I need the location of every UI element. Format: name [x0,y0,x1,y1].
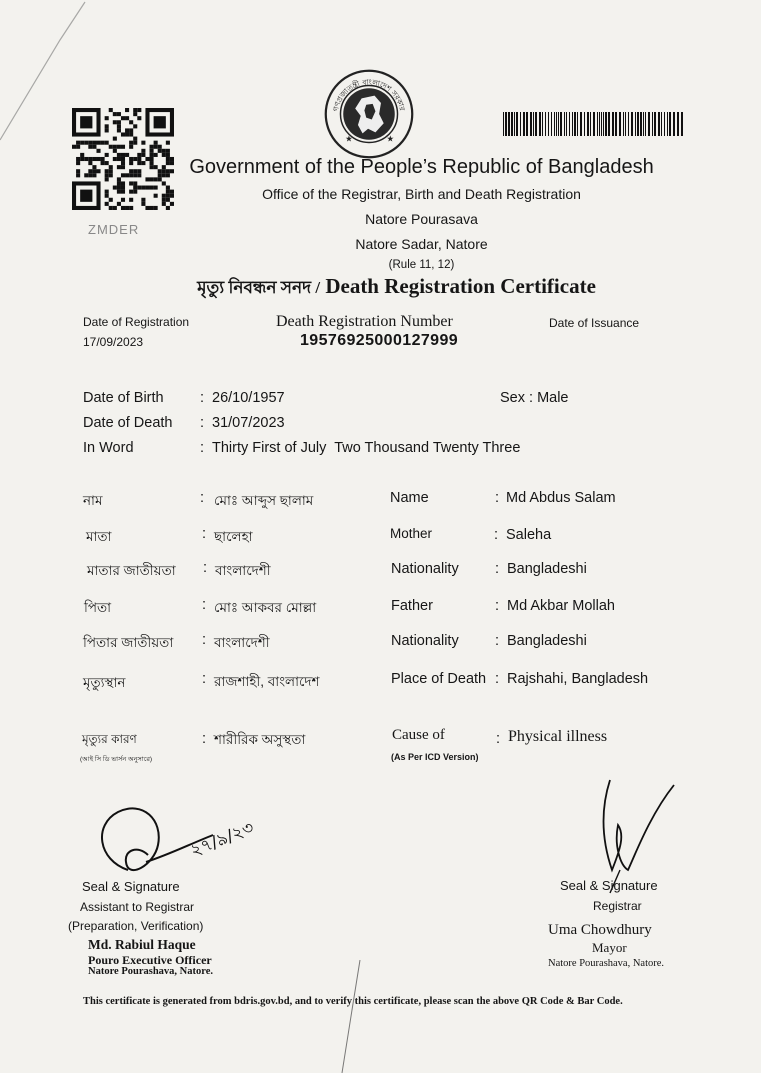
cause-note: (As Per ICD Version) [391,752,479,762]
left-role-detail: (Preparation, Verification) [68,919,204,933]
colon: : [494,527,499,543]
sex-value: Sex : Male [500,390,569,406]
father-nationality-label: Nationality [391,633,459,649]
place-of-death-value: Rajshahi, Bangladesh [507,671,649,687]
colon: : [495,561,500,577]
mother-nationality-bn-value: বাংলাদেশী [215,563,271,578]
colon: : [202,526,207,542]
scan-artifact [330,960,370,1073]
svg-text:★: ★ [386,134,394,144]
svg-text:★: ★ [345,134,353,144]
registration-number-value: 19576925000127999 [300,332,459,349]
name-bn-label: নাম [83,493,103,508]
colon: : [495,598,500,614]
colon: : [200,490,205,506]
left-seal-label: Seal & Signature [82,879,180,894]
colon: : [495,633,500,649]
father-nationality-bn-label: পিতার জাতীয়তা [83,635,174,650]
father-value: Md Akbar Mollah [507,598,615,614]
dod-label: Date of Death [83,415,173,431]
colon: : [202,671,207,687]
colon: : [202,597,207,613]
mother-value: Saleha [506,527,552,543]
mother-nationality-value: Bangladeshi [507,561,587,577]
right-official-name: Uma Chowdhury [548,922,652,938]
mother-bn-label: মাতা [86,529,112,544]
colon: : [200,415,205,431]
dob-label: Date of Birth [83,390,164,406]
right-official-org: Natore Pourashava, Natore. [548,958,665,969]
mother-bn-value: ছালেহা [214,529,253,544]
left-official-name: Md. Rabiul Haque [88,937,196,952]
name-value: Md Abdus Salam [506,490,616,506]
colon: : [495,490,500,506]
office-name: Office of the Registrar, Birth and Death Registration [262,186,581,202]
footer-note: This certificate is generated from bdris.gov.bd, and to verify this certificate, please scan the above QR Code & Bar Code. [83,996,623,1007]
place-of-death-label: Place of Death [391,671,487,687]
colon: : [200,390,205,406]
certificate-title [0,274,761,303]
government-emblem [323,68,415,160]
left-official-org: Natore Pourashava, Natore. [88,966,214,977]
colon: : [200,440,205,456]
dod-value: 31/07/2023 [212,415,285,431]
left-role: Assistant to Registrar [80,900,195,914]
mother-label: Mother [390,526,433,541]
issuance-date-label: Date of Issuance [549,316,640,330]
assistant-signature [88,800,278,890]
in-word-label: In Word [83,440,134,456]
in-word-value: Thirty First of July Two Thousand Twenty Three [212,440,521,456]
office-address: Natore Sadar, Natore [355,236,488,252]
scan-artifact [0,0,90,150]
place-of-death-bn-value: রাজশাহী, বাংলাদেশ [214,674,320,689]
registrar-signature [590,775,680,895]
cause-value: Physical illness [508,728,608,745]
mother-nationality-bn-label: মাতার জাতীয়তা [87,563,176,578]
certificate-title-bn: মৃত্যু নিবন্ধন সনদ / [197,278,321,297]
colon: : [203,560,208,576]
colon: : [496,731,501,747]
emblem-text: গণপ্রজাতন্ত্রী বাংলাদেশ সরকার [331,77,407,113]
registration-number-label: Death Registration Number [276,313,453,330]
certificate-title-en: Death Registration Certificate [325,274,596,298]
cause-bn-label: মৃত্যুর কারণ [82,732,137,746]
colon: : [202,632,207,648]
dob-value: 26/10/1957 [212,390,285,406]
qr-caption: ZMDER [88,222,140,237]
colon: : [202,731,207,747]
father-bn-label: পিতা [84,600,112,615]
place-of-death-bn-label: মৃত্যুস্থান [83,675,126,690]
cause-bn-note: (আই সি ডি ভার্সন অনুসারে) [80,756,153,763]
name-label: Name [390,490,429,506]
registration-date-value: 17/09/2023 [83,335,144,349]
office-location: Natore Pourasava [365,211,478,227]
rule-reference: (Rule 11, 12) [388,259,455,271]
father-bn-value: মোঃ আকবর মোল্লা [214,600,317,615]
barcode [503,112,685,136]
father-label: Father [391,598,433,614]
right-seal-label: Seal & Signature [560,878,658,893]
right-role: Registrar [593,899,642,913]
colon: : [495,671,500,687]
right-official-title: Mayor [592,940,627,955]
left-official-title: Pouro Executive Officer [88,953,212,967]
registration-date-label: Date of Registration [83,315,190,329]
government-title: Government of the People’s Republic of Bangladesh [189,156,654,178]
name-bn-value: মোঃ আব্দুস ছালাম [214,493,314,508]
cause-bn-value: শারীরিক অসুস্থতা [214,732,306,747]
mother-nationality-label: Nationality [391,561,459,577]
father-nationality-value: Bangladeshi [507,633,587,649]
father-nationality-bn-value: বাংলাদেশী [214,635,270,650]
cause-label: Cause of [392,727,445,743]
handwritten-date: ২৭/৯/২৩ [187,817,257,862]
